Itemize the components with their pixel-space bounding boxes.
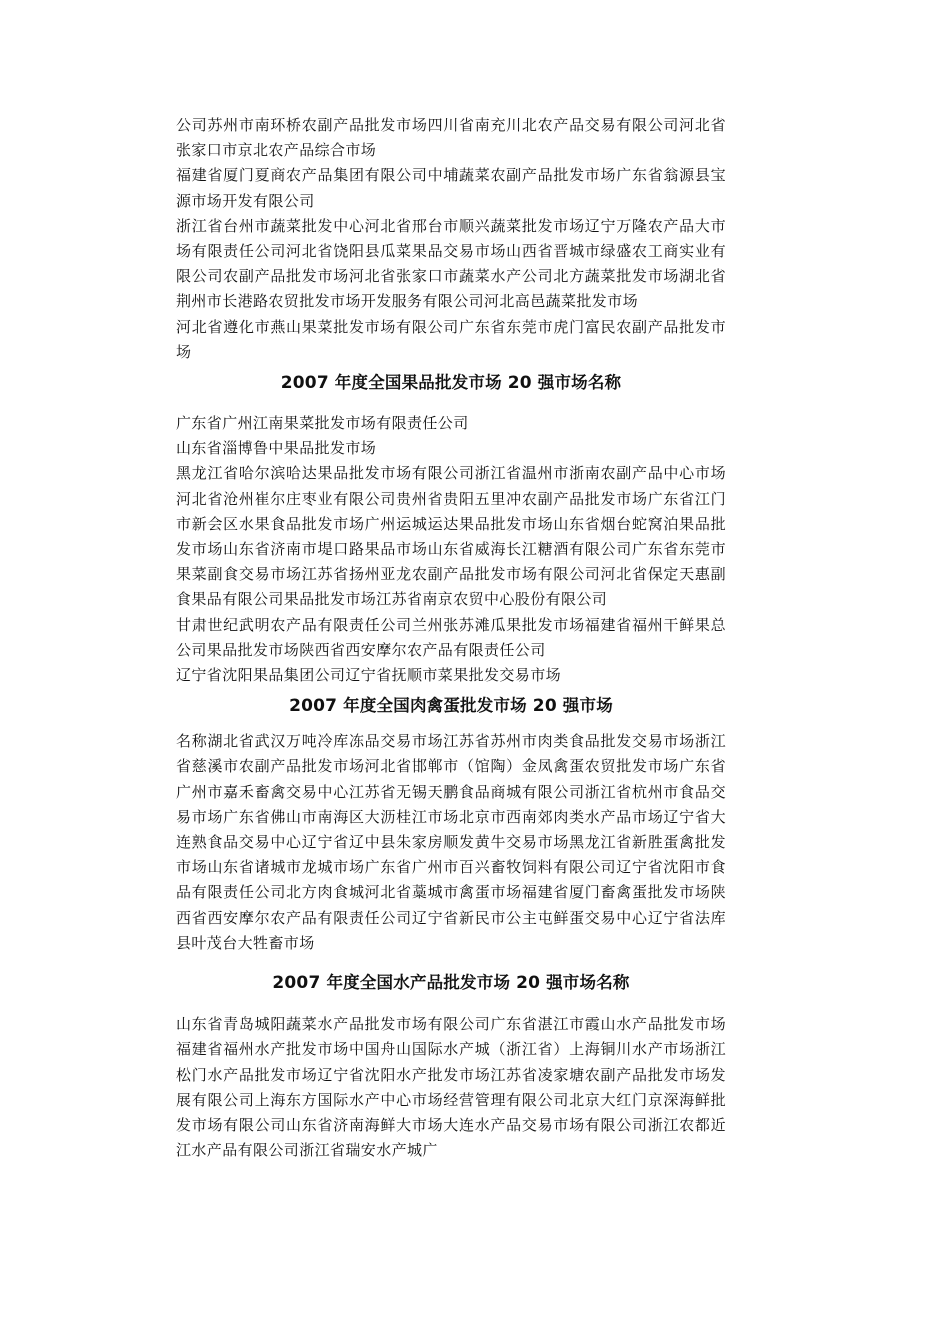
fruit-market-list-part-2: 山东省淄博鲁中果品批发市场 [176,439,377,458]
heading-text-b: 强市场名称 [531,373,622,393]
heading-text-a: 年度全国肉禽蛋批发市场 [337,696,533,716]
vegetable-market-list-part-2: 福建省厦门夏商农产品集团有限公司中埔蔬菜农副产品批发市场广东省翁源县宝源市场开发有限公司 [176,166,726,210]
heading-count: 20 [532,696,557,717]
heading-count: 20 [516,973,541,994]
document-page [176,113,726,1163]
fruit-market-list-part-4: 甘肃世纪武明农产品有限责任公司兰州张苏滩瓜果批发市场福建省福州干鲜果总公司果品批发市场陕西省西安摩尔农产品有限责任公司 [176,615,726,659]
fruit-section-heading [176,371,726,395]
heading-year: 2007 [280,373,329,394]
heading-year: 2007 [272,973,321,994]
aquatic-market-list: 山东省青岛城阳蔬菜水产品批发市场有限公司广东省湛江市霞山水产品批发市场福建省福州水产批发市场中国舟山国际水产城（浙江省）上海铜川水产市场浙江松门水产品批发市场辽宁省沈阳水产批发市场江苏省凌家塘农副产品批发市场发展有限公司上海东方国际水产中心市场经营管理有限公司北京大红门京深海鲜批发市场有限公司山东省济南海鲜大市场大连水产品交易市场有限公司浙江农都近江水产品有限公司浙江省瑞安水产城广 [176,1015,726,1160]
vegetable-market-list-part-1: 公司苏州市南环桥农副产品批发市场四川省南充川北农产品交易有限公司河北省张家口市京北农产品综合市场 [176,116,726,160]
heading-text-a: 年度全国水产品批发市场 [320,973,517,993]
heading-text-a: 年度全国果品批发市场 [328,373,508,393]
meat-section-heading [176,694,726,718]
heading-count: 20 [507,373,532,394]
fruit-market-list-part-1: 广东省广州江南果菜批发市场有限责任公司 [176,414,469,433]
vegetable-market-list-part-3: 浙江省台州市蔬菜批发中心河北省邢台市顺兴蔬菜批发市场辽宁万隆农产品大市场有限责任公司河北省饶阳县瓜菜果品交易市场山西省晋城市绿盛农工商实业有限公司农副产品批发市场河北省张家口市蔬菜水产公司北方蔬菜批发市场湖北省荆州市长港路农贸批发市场开发服务有限公司河北高邑蔬菜批发市场 [176,216,726,311]
meat-market-list: 名称湖北省武汉万吨冷库冻品交易市场江苏省苏州市肉类食品批发交易市场浙江省慈溪市农副产品批发市场河北省邯郸市（馆陶）金凤禽蛋农贸批发市场广东省广州市嘉禾畜禽交易中心江苏省无锡天鹏食品商城有限公司浙江省杭州市食品交易市场广东省佛山市南海区大沥桂江市场北京市西南郊肉类水产品市场辽宁省大连熟食品交易中心辽宁省辽中县朱家房顺发黄牛交易市场黑龙江省新胜蛋禽批发市场山东省诸城市龙城市场广东省广州市百兴畜牧饲料有限公司辽宁省沈阳市食品有限责任公司北方肉食城河北省藁城市禽蛋市场福建省厦门畜禽蛋批发市场陕西省西安摩尔农产品有限责任公司辽宁省新民市公主屯鲜蛋交易中心辽宁省法库县叶茂台大牲畜市场 [176,732,726,952]
aquatic-section-heading [176,971,726,995]
heading-year: 2007 [289,696,338,717]
vegetable-market-list-part-4: 河北省遵化市燕山果菜批发市场有限公司广东省东莞市虎门富民农副产品批发市场 [176,317,726,361]
fruit-market-list-part-5: 辽宁省沈阳果品集团公司辽宁省抚顺市菜果批发交易市场 [176,666,562,685]
heading-text-b: 强市场 [556,696,613,716]
fruit-market-list-part-3: 黑龙江省哈尔滨哈达果品批发市场有限公司浙江省温州市浙南农副产品中心市场河北省沧州崔尔庄枣业有限公司贵州省贵阳五里冲农副产品批发市场广东省江门市新会区水果食品批发市场广州运城运达果品批发市场山东省烟台蛇窝泊果品批发市场山东省济南市堤口路果品市场山东省威海长江糖酒有限公司广东省东莞市果菜副食交易市场江苏省扬州亚龙农副产品批发市场有限公司河北省保定天惠副食果品有限公司果品批发市场江苏省南京农贸中心股份有限公司 [176,464,726,609]
heading-text-b: 强市场名称 [540,973,630,993]
